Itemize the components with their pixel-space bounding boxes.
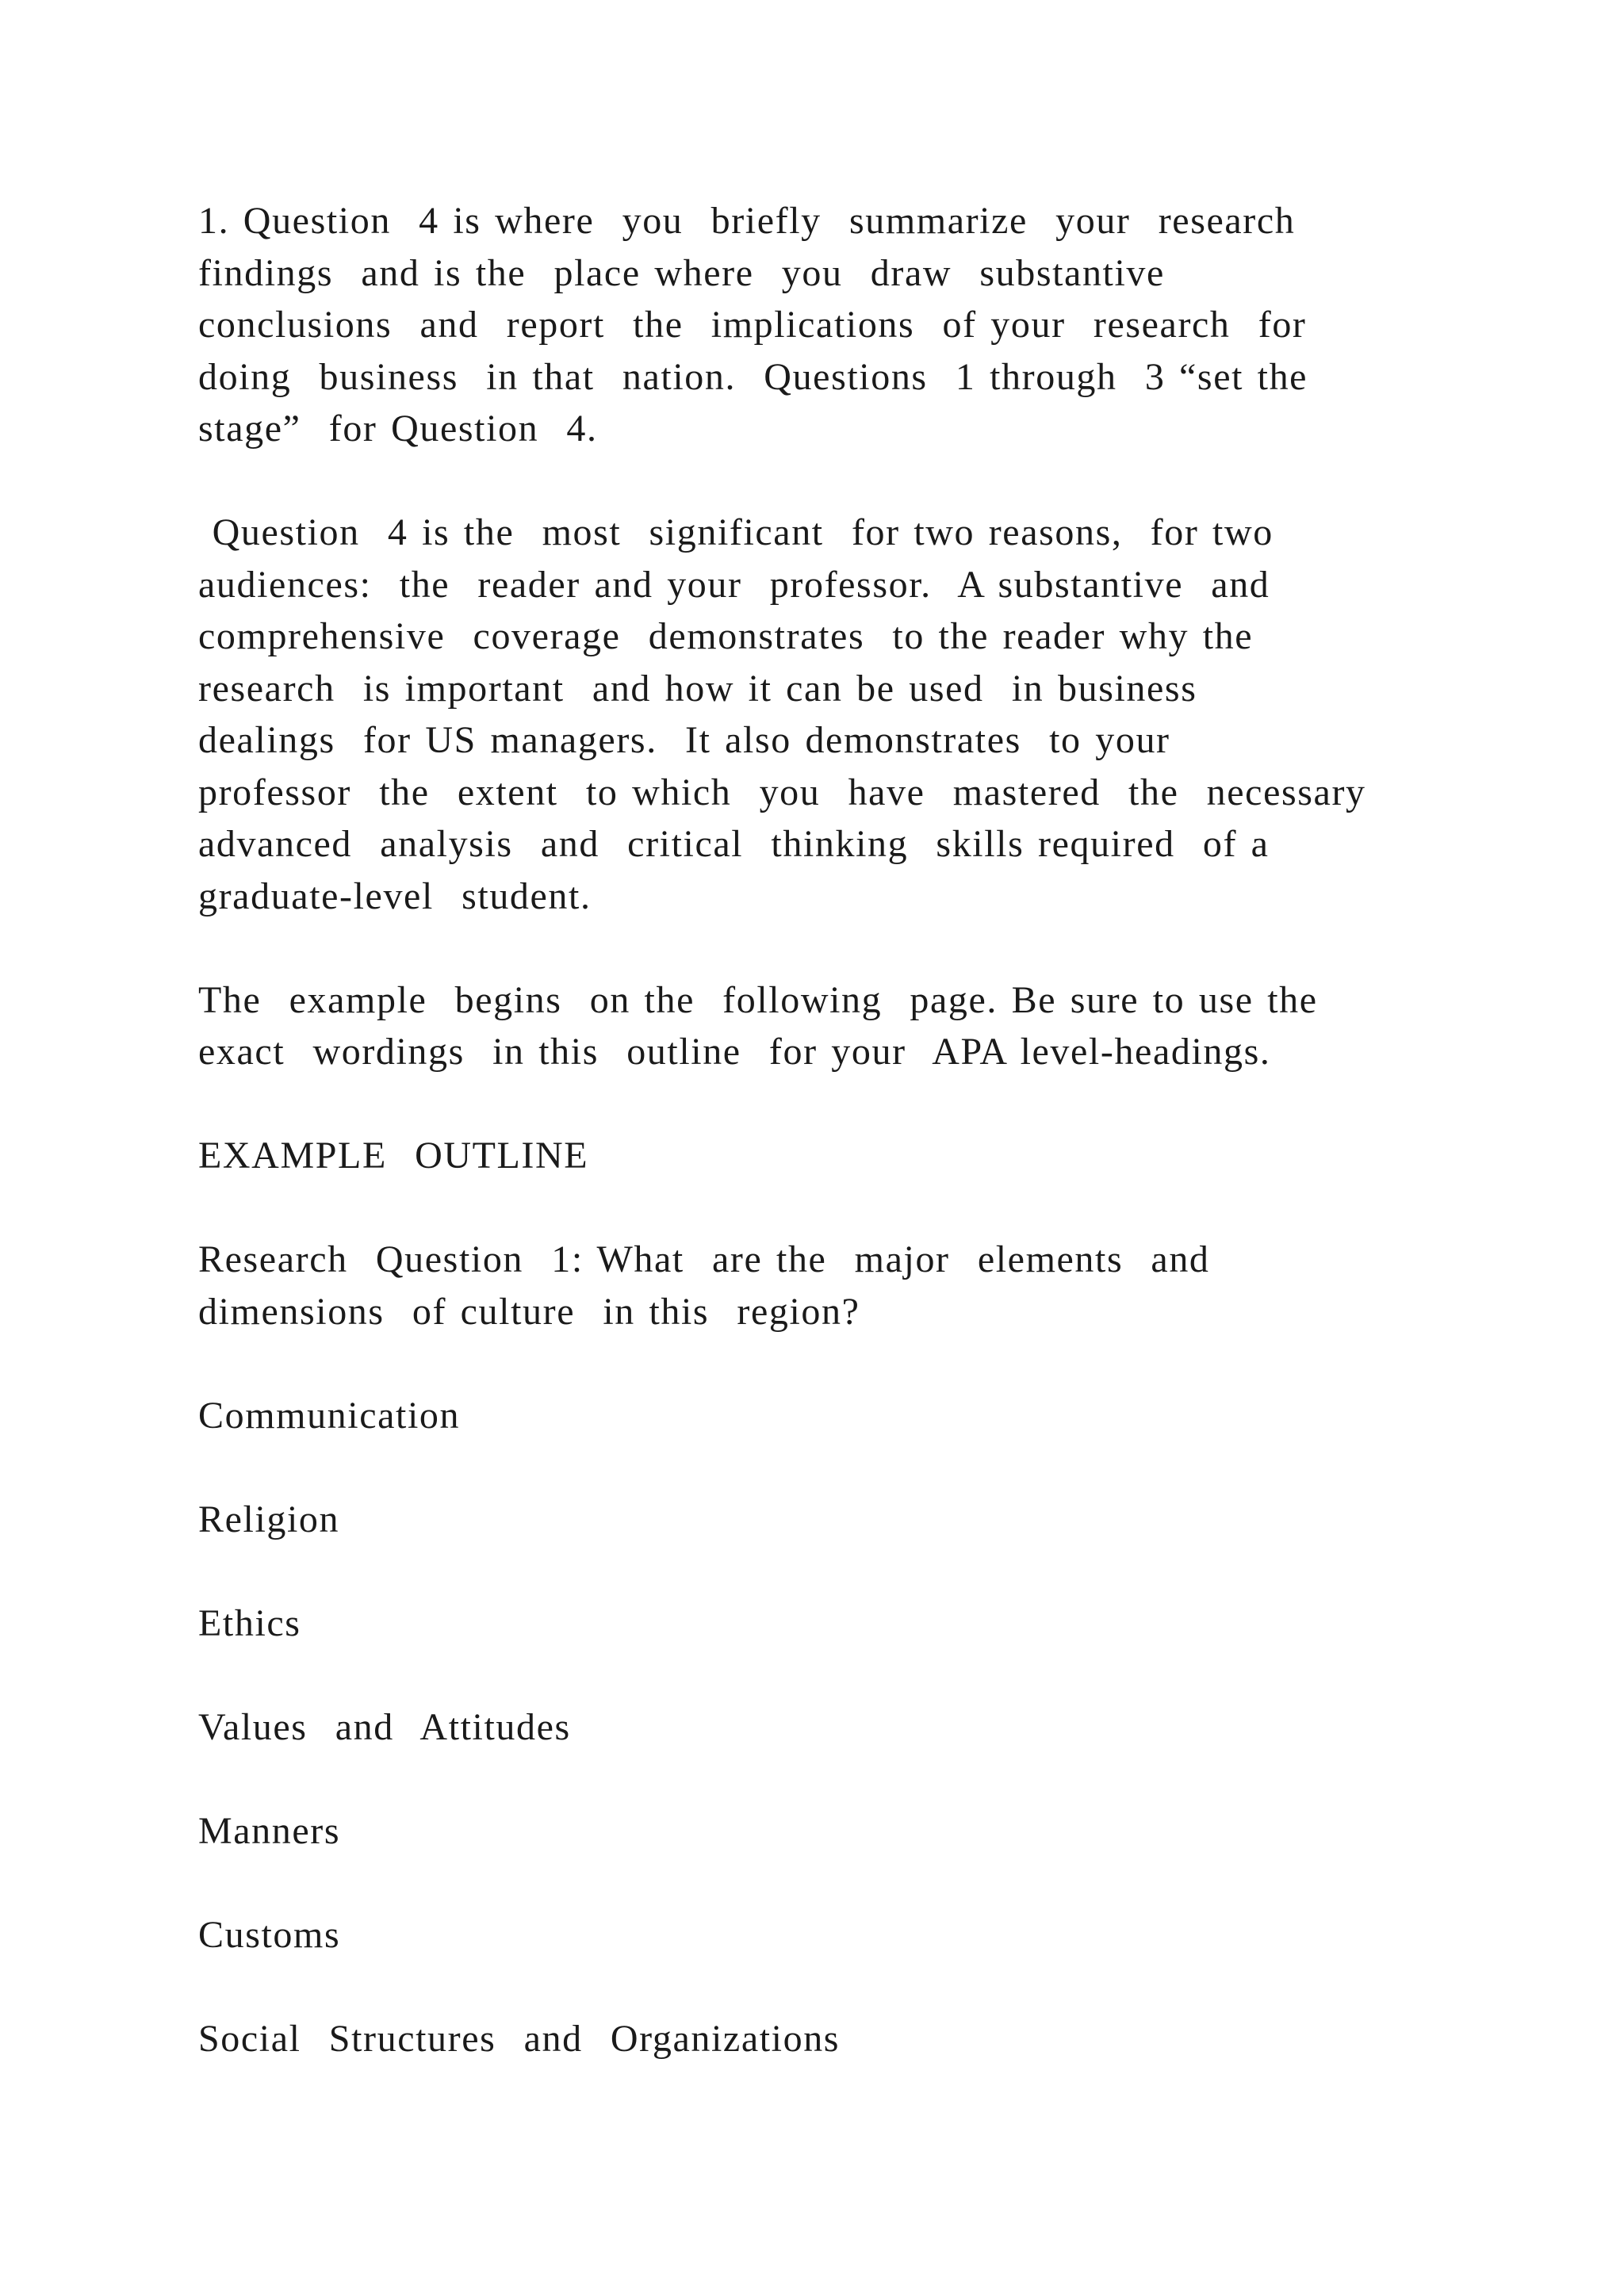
outline-item-ethics xyxy=(198,1598,1435,1650)
paragraph-significance xyxy=(198,507,1435,922)
text-line: Social Structures and Organizations xyxy=(198,2017,841,2060)
text-line: advanced analysis and critical thinking skills required of a xyxy=(198,823,1270,865)
paragraph-example-note xyxy=(198,974,1435,1078)
text-line: stage” for Question 4. xyxy=(198,408,598,450)
text-line: EXAMPLE OUTLINE xyxy=(198,1135,589,1177)
text-line: Question 4 is the most significant for two reasons, for two xyxy=(198,511,1274,553)
text-line: comprehensive coverage demonstrates to the reader why the xyxy=(198,615,1254,657)
text-line: The example begins on the following page. Be sure to use the xyxy=(198,978,1318,1021)
text-line: professor the extent to which you have mastered the necessary xyxy=(198,771,1366,813)
text-line: Religion xyxy=(198,1498,340,1540)
text-line: dealings for US managers. It also demonstrates to your xyxy=(198,719,1170,761)
text-line: dimensions of culture in this region? xyxy=(198,1290,860,1333)
text-line: Manners xyxy=(198,1809,341,1852)
outline-item-communication xyxy=(198,1390,1435,1442)
text-line: exact wordings in this outline for your APA level-headings. xyxy=(198,1031,1271,1073)
heading-example-outline xyxy=(198,1130,1435,1182)
text-line: Values and Attitudes xyxy=(198,1705,571,1748)
text-line: Ethics xyxy=(198,1601,301,1644)
text-line: research is important and how it can be used in business xyxy=(198,667,1197,710)
outline-item-social-structures xyxy=(198,2013,1435,2065)
paragraph-intro xyxy=(198,195,1435,455)
text-line: Communication xyxy=(198,1394,461,1437)
text-line: doing business in that nation. Questions 1 through 3 “set the xyxy=(198,355,1308,398)
text-line: Customs xyxy=(198,1913,341,1956)
text-line: audiences: the reader and your professor. A substantive and xyxy=(198,563,1270,606)
text-line: 1. Question 4 is where you briefly summarize your research xyxy=(198,200,1296,242)
outline-item-customs xyxy=(198,1909,1435,1961)
outline-item-manners xyxy=(198,1805,1435,1858)
document-body xyxy=(198,195,1435,2117)
outline-item-values-attitudes xyxy=(198,1701,1435,1754)
outline-item-religion xyxy=(198,1494,1435,1546)
text-line: Research Question 1: What are the major elements and xyxy=(198,1238,1210,1280)
research-question-1 xyxy=(198,1234,1435,1337)
text-line: conclusions and report the implications of your research for xyxy=(198,304,1307,346)
text-line: findings and is the place where you draw substantive xyxy=(198,251,1165,294)
text-line: graduate-level student. xyxy=(198,874,592,917)
